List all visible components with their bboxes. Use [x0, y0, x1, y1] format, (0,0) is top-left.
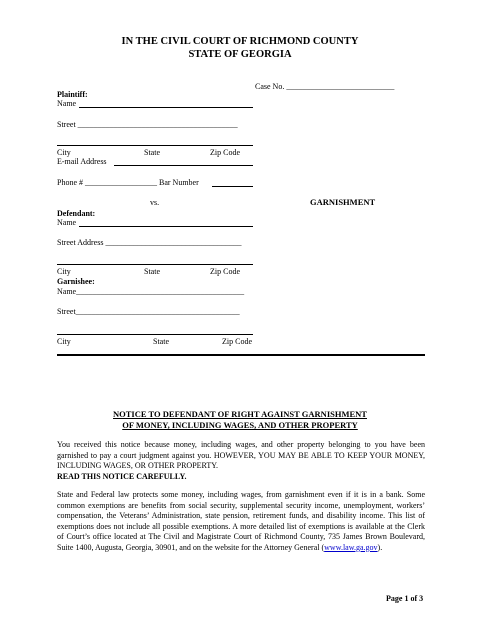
defendant-zip-label: Zip Code: [210, 267, 240, 276]
plaintiff-street-field[interactable]: [57, 120, 238, 130]
plaintiff-name-line[interactable]: [79, 107, 253, 108]
garnishee-name-blank: __________________________________________: [76, 287, 245, 296]
defendant-street-label: Street Address: [57, 238, 104, 247]
document-title: GARNISHMENT: [310, 197, 376, 207]
bar-number-label: Bar Number: [159, 178, 199, 187]
phone-label: Phone #: [57, 178, 83, 187]
garnishee-street-field[interactable]: [57, 307, 240, 317]
notice-title-line1: NOTICE TO DEFENDANT OF RIGHT AGAINST GARNISHMENT: [113, 409, 367, 419]
garnishee-name-label: Name: [57, 287, 77, 296]
garnishee-heading: Garnishee:: [57, 277, 95, 286]
plaintiff-street-label: Street: [57, 120, 76, 129]
court-state: STATE OF GEORGIA: [188, 49, 292, 60]
court-title: IN THE CIVIL COURT OF RICHMOND COUNTY: [121, 36, 359, 47]
case-number-label: Case No.: [255, 82, 285, 91]
plaintiff-email-line[interactable]: [114, 165, 253, 166]
phone-blank: __________________: [85, 178, 157, 187]
page-number: Page 1 of 3: [386, 594, 424, 603]
defendant-street-field[interactable]: [57, 238, 241, 248]
case-number-blank: ___________________________: [286, 82, 395, 91]
garnishee-city-label: City: [57, 337, 71, 346]
case-number-field[interactable]: [255, 82, 394, 92]
versus-label: vs.: [150, 198, 160, 207]
plaintiff-citystate-line[interactable]: [57, 145, 253, 146]
plaintiff-street-blank: ________________________________________: [77, 120, 238, 129]
defendant-name-line[interactable]: [79, 226, 253, 227]
notice-paragraph-1: [57, 440, 425, 482]
phone-field[interactable]: [57, 178, 199, 188]
garnishee-zip-label: Zip Code: [222, 337, 252, 346]
notice-paragraph-2: [57, 490, 425, 553]
attorney-general-link[interactable]: www.law.ga.gov: [324, 542, 378, 552]
section-divider: [57, 354, 425, 356]
plaintiff-zip-label: Zip Code: [210, 148, 240, 157]
notice-title-line2: OF MONEY, INCLUDING WAGES, AND OTHER PROPERTY: [122, 420, 358, 430]
plaintiff-email-label: E-mail Address: [57, 157, 107, 166]
plaintiff-state-label: State: [144, 148, 160, 157]
read-carefully-text: READ THIS NOTICE CAREFULLY.: [57, 471, 187, 481]
garnishee-street-blank: _________________________________________: [75, 307, 240, 316]
defendant-street-blank: __________________________________: [105, 238, 242, 247]
plaintiff-heading: Plaintiff:: [57, 90, 88, 99]
notice-paragraph-2-text: State and Federal law protects some money, including wages, from garnishment even if it is in a bank. Some common exemptions are benefits from social security, supplemental security income, unemployment, workers’ compensation, the Veterans’ Administration, state pension, retirement funds, and disability income. This list of exemptions does not include all possible exemptions. A more detailed list of exemptions is available at the Clerk of Court’s office located at The Civil and Magistrate Court of Richmond County, 735 James Brown Boulevard, Suite 1400, Augusta, Georgia, 30901, and on the website for the Attorney General (: [57, 490, 425, 552]
defendant-heading: Defendant:: [57, 209, 96, 218]
defendant-state-label: State: [144, 267, 160, 276]
defendant-citystate-line[interactable]: [57, 264, 253, 265]
garnishee-name-field[interactable]: [57, 287, 244, 297]
plaintiff-name-label: Name: [57, 99, 77, 108]
garnishee-street-label: Street: [57, 307, 76, 316]
defendant-city-label: City: [57, 267, 71, 276]
garnishee-citystate-line[interactable]: [57, 334, 253, 335]
notice-paragraph-1-text: You received this notice because money, including wages, and other property belonging to you have been garnished to pay a court judgment against you. HOWEVER, YOU MAY BE ABLE TO KEEP YOUR MONEY, INCLUDING WAGES, OR OTHER PROPERTY.: [57, 440, 425, 470]
garnishee-state-label: State: [153, 337, 169, 346]
bar-number-line[interactable]: [212, 186, 253, 187]
notice-paragraph-2-end: ).: [377, 542, 383, 552]
defendant-name-label: Name: [57, 218, 77, 227]
plaintiff-city-label: City: [57, 148, 71, 157]
